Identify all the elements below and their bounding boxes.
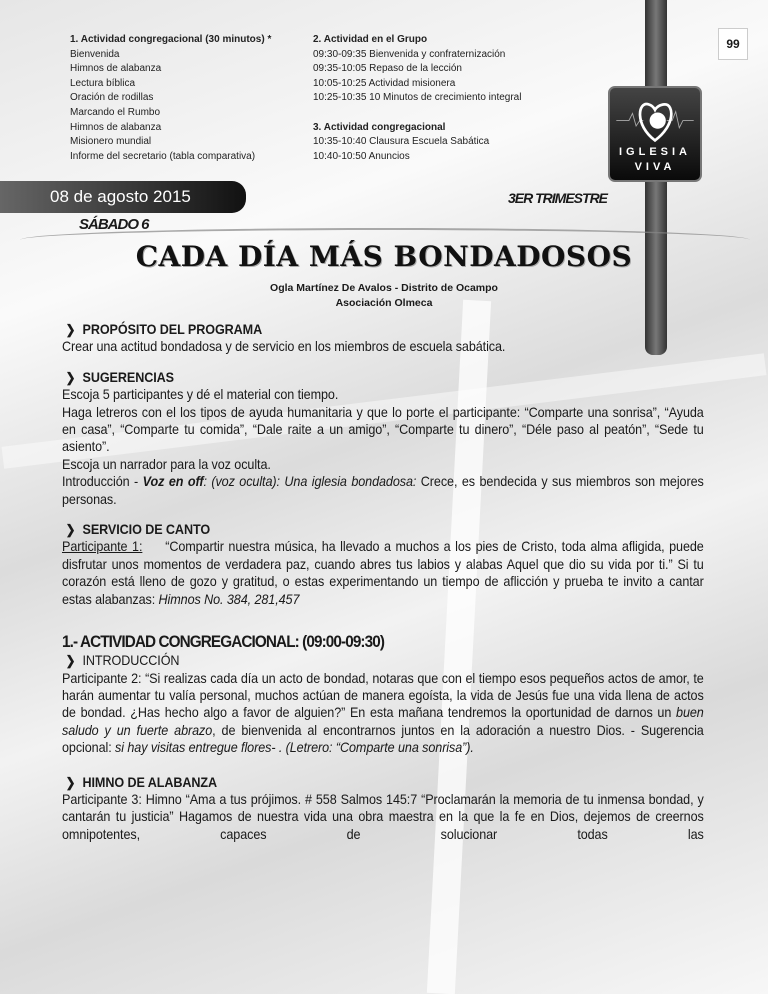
list-item: Oración de rodillas bbox=[70, 92, 154, 104]
section-heading: HIMNO DE ALABANZA bbox=[82, 773, 218, 790]
page-title: CADA DÍA MÁS BONDADOSOS bbox=[135, 240, 633, 273]
paragraph: Haga letreros con el los tipos de ayuda humanitaria y que lo porte el participante: “Comparte una sonrisa”, “Ayuda en casa”, “Comparte tu comida”, “Dale raite a un amigo”, “Comparte tu dinero”, “Déle paso al peatón”, “Sede tu asiento”. bbox=[62, 403, 704, 455]
text: buen saludo y un fuerte abrazo bbox=[62, 704, 704, 738]
list-item: 09:35-10:05 Repaso de la lección bbox=[313, 63, 462, 75]
section-heading: PROPÓSITO DEL PROGRAMA bbox=[82, 321, 263, 337]
trimester-label: 3ER TRIMESTRE bbox=[508, 190, 608, 206]
section-sugerencias bbox=[62, 369, 704, 508]
section-heading: SUGERENCIAS bbox=[82, 368, 174, 385]
text: Voz en off bbox=[142, 473, 204, 490]
paragraph bbox=[62, 670, 704, 757]
date-banner: 08 de agosto 2015 bbox=[0, 181, 246, 213]
list-item: Informe del secretario (tabla comparativa) bbox=[70, 150, 256, 162]
section-introduccion bbox=[62, 652, 704, 756]
section-servicio-canto bbox=[62, 521, 708, 608]
text: Participante 2: “Si realizas cada día un acto de bondad, notaras que con el tiempo esos pequeños actos de amor, te harán aumentar tu valía personal, muchos actúan de manera egoísta, la vida de Jesús fue una vida llena de actos de bondad. ¿Has hecho algo a favor de alguien?” En esta mañana tendremos la oportunidad de darnos un bbox=[62, 669, 704, 721]
text: , de bienvenida al encontrarnos juntos en la adoración a nuestro Dios. - Sugerencia opcional: bbox=[62, 721, 704, 756]
association: Asociación Olmeca bbox=[335, 297, 433, 309]
list-item: Lectura bíblica bbox=[70, 77, 136, 89]
list-item: 10:40-10:50 Anuncios bbox=[313, 150, 410, 162]
text: : (voz oculta): Una iglesia bondadosa: bbox=[203, 473, 417, 490]
list-item: Misionero mundial bbox=[70, 136, 152, 148]
paragraph: Participante 3: Himno “Ama a tus prójimos. # 558 Salmos 145:7 “Proclamarán la memoria de tu inmensa bondad, y cantarán tu justicia” Hagamos de nuestra vida una obra maestra en la que la fe en Dios, dejemos de creernos omnipotentes, capaces de solucionar todas las bbox=[62, 790, 704, 842]
iglesia-viva-logo bbox=[608, 86, 702, 182]
col1-title: 1. Actividad congregacional (30 minutos) * bbox=[70, 34, 272, 45]
section-himno bbox=[62, 774, 704, 844]
participant-label: Participante 1: bbox=[62, 538, 143, 555]
activity-heading: 1.- ACTIVIDAD CONGREGACIONAL: (09:00-09:30) bbox=[62, 632, 385, 652]
paragraph: Escoja un narrador para la voz oculta. bbox=[62, 455, 271, 472]
list-item: 10:05-10:25 Actividad misionera bbox=[313, 77, 456, 89]
section-heading: SERVICIO DE CANTO bbox=[82, 521, 211, 538]
text: Crece, es bendecida y sus miembros son mejores personas. bbox=[62, 473, 704, 507]
paragraph: Escoja 5 participantes y dé el material con tiempo. bbox=[62, 386, 339, 403]
list-item: Himnos de alabanza bbox=[70, 63, 162, 75]
text: si hay visitas entregue flores- . (Letrero: “Comparte una sonrisa”). bbox=[115, 739, 474, 756]
author: Ogla Martínez De Avalos - Distrito de Ocampo bbox=[270, 282, 498, 294]
chevron-right-icon: ❯ bbox=[65, 522, 76, 538]
section-heading: INTRODUCCIÓN bbox=[82, 652, 180, 669]
page-number: 99 bbox=[718, 28, 748, 60]
list-item: Bienvenida bbox=[70, 48, 120, 60]
sabado-label: SÁBADO 6 bbox=[79, 216, 149, 233]
chevron-right-icon: ❯ bbox=[65, 774, 76, 790]
chevron-right-icon: ❯ bbox=[65, 322, 76, 337]
logo-text-viva: VIVA bbox=[634, 161, 676, 173]
paragraph bbox=[62, 473, 704, 508]
col3-title: 3. Actividad congregacional bbox=[313, 121, 446, 133]
text: Introducción - bbox=[62, 473, 143, 490]
text: Himnos No. 384, 281,457 bbox=[158, 590, 300, 607]
paragraph: Crear una actitud bondadosa y de servicio en los miembros de escuela sabática. bbox=[62, 338, 506, 355]
heart-globe-icon bbox=[610, 90, 700, 144]
program-body bbox=[62, 321, 708, 843]
list-item: Himnos de alabanza bbox=[70, 121, 162, 133]
schedule-column-2 bbox=[313, 33, 521, 164]
text: “Compartir nuestra música, ha llevado a muchos a los pies de Cristo, toda alma afligida, puede disfrutar unos momentos de verdadera paz, cuando abres tus labios y alabas Aquel que dio su vida por ti.” Si tu corazón está lleno de gozo y gratitud, o estas experimentando un tiempo de aflicción y prueba te invito a cantar estas alabanzas: bbox=[62, 538, 708, 607]
list-item: 10:25-10:35 10 Minutos de crecimiento integral bbox=[313, 92, 522, 104]
list-item: 09:30-09:35 Bienvenida y confraternización bbox=[313, 48, 506, 60]
schedule-column-1 bbox=[70, 33, 271, 164]
chevron-right-icon: ❯ bbox=[65, 369, 76, 385]
paragraph bbox=[62, 538, 708, 608]
logo-text-iglesia: IGLESIA bbox=[618, 146, 691, 158]
list-item: 10:35-10:40 Clausura Escuela Sabática bbox=[313, 136, 490, 148]
col2-title: 2. Actividad en el Grupo bbox=[313, 34, 428, 45]
chevron-right-icon: ❯ bbox=[65, 653, 76, 669]
list-item: Marcando el Rumbo bbox=[70, 106, 161, 118]
section-proposito bbox=[62, 321, 704, 356]
